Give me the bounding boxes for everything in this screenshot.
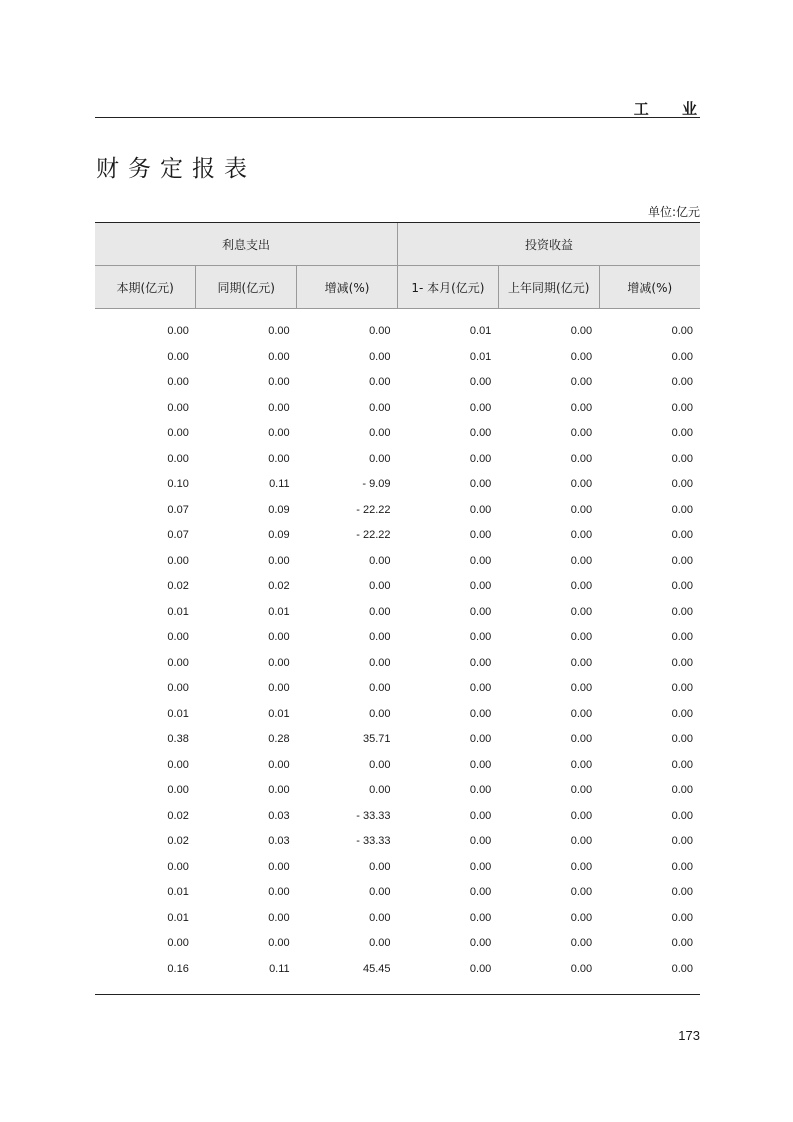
table-cell: 0.00 <box>469 835 492 847</box>
table-cell: 0.00 <box>570 478 593 490</box>
table-cell: 0.00 <box>167 860 189 873</box>
table-cell: 0.00 <box>397 957 498 995</box>
table-cell: 0.00 <box>671 503 693 516</box>
table-cell: 0.00 <box>469 376 492 388</box>
table-row <box>95 957 700 995</box>
table-cell: 0.00 <box>369 350 391 363</box>
table-cell: 0.00 <box>570 733 593 745</box>
table-cell: 0.00 <box>671 605 693 618</box>
table-cell: 0.00 <box>570 631 593 643</box>
top-rule <box>95 117 700 118</box>
table-cell: 0.00 <box>369 325 391 337</box>
table-cell: 0.00 <box>671 350 693 363</box>
table-cell: 0.00 <box>570 835 593 847</box>
table-cell: 0.00 <box>469 478 492 490</box>
table-cell: 0.00 <box>498 957 599 995</box>
table-cell: 0.10 <box>167 478 189 490</box>
table-cell: 0.00 <box>671 580 693 592</box>
table-cell: 0.00 <box>369 682 391 694</box>
table-cell: 0.00 <box>671 427 693 439</box>
table-row <box>95 753 700 779</box>
table-cell: 0.00 <box>671 911 693 924</box>
table-cell: 0.00 <box>469 937 492 949</box>
table-cell: 0.00 <box>570 350 593 363</box>
column-header: 同期(亿元) <box>196 266 297 309</box>
table-cell: 0.00 <box>369 376 391 388</box>
table-row <box>95 345 700 371</box>
table-cell: 0.00 <box>570 860 593 873</box>
table-cell: 0.00 <box>671 478 693 490</box>
table-cell: 0.00 <box>369 401 391 414</box>
table-cell: 0.00 <box>671 631 693 643</box>
table-cell: 0.00 <box>167 376 189 388</box>
table-cell: 0.00 <box>469 911 492 924</box>
table-cell: 0.00 <box>268 656 290 669</box>
table-row <box>95 498 700 524</box>
table-cell: 0.00 <box>369 656 391 669</box>
table-cell: 0.00 <box>369 886 391 898</box>
table-row <box>95 651 700 677</box>
table-cell: 0.00 <box>469 886 492 898</box>
table-row <box>95 370 700 396</box>
table-row <box>95 676 700 702</box>
table-cell: 0.00 <box>671 707 693 720</box>
table-cell: 0.00 <box>671 784 693 796</box>
table-cell: 0.00 <box>671 809 693 822</box>
table-cell: 0.02 <box>167 809 189 822</box>
table-cell: 0.00 <box>570 809 593 822</box>
table-cell: 0.09 <box>268 529 290 541</box>
table-row <box>95 523 700 549</box>
table-cell: 0.01 <box>469 350 492 363</box>
table-row <box>95 778 700 804</box>
table-cell: 0.00 <box>671 529 693 541</box>
table-row <box>95 625 700 651</box>
table-row <box>95 829 700 855</box>
table-cell: 0.07 <box>167 503 189 516</box>
table-row <box>95 447 700 473</box>
table-row <box>95 702 700 728</box>
table-cell: 0.00 <box>671 376 693 388</box>
table-cell: 0.38 <box>167 733 189 745</box>
financial-table <box>95 222 700 995</box>
table-row <box>95 549 700 575</box>
table-cell: 0.00 <box>671 733 693 745</box>
table-cell: 0.00 <box>671 452 693 465</box>
table-cell: 0.00 <box>268 682 290 694</box>
table-cell: 0.00 <box>268 860 290 873</box>
table-cell: 0.00 <box>268 350 290 363</box>
table-cell: 0.00 <box>570 427 593 439</box>
table-cell: 0.00 <box>570 529 593 541</box>
table-cell: 0.00 <box>268 937 290 949</box>
page-number: 173 <box>678 1028 700 1043</box>
table-cell: - 9.09 <box>362 478 391 490</box>
table-cell: 0.00 <box>469 707 492 720</box>
table-row <box>95 931 700 957</box>
table-cell: - 22.22 <box>356 503 391 516</box>
table-cell: 0.00 <box>469 529 492 541</box>
table-cell: 0.00 <box>167 427 189 439</box>
table-cell: 0.00 <box>671 758 693 771</box>
table-row <box>95 396 700 422</box>
table-cell: 0.00 <box>167 325 189 337</box>
table-cell: 0.00 <box>570 401 593 414</box>
table-cell: 0.00 <box>570 886 593 898</box>
table-cell: 0.01 <box>167 707 189 720</box>
table-cell: 0.00 <box>268 376 290 388</box>
table-row <box>95 309 700 345</box>
table-cell: 0.01 <box>167 886 189 898</box>
table-cell: 0.00 <box>369 707 391 720</box>
table-cell: 0.00 <box>469 758 492 771</box>
table-cell: 0.00 <box>469 503 492 516</box>
table-cell: - 22.22 <box>356 529 391 541</box>
table-cell: 0.00 <box>167 401 189 414</box>
table-cell: 0.00 <box>167 554 189 567</box>
table-cell: 0.00 <box>469 809 492 822</box>
table-cell: 0.02 <box>268 580 290 592</box>
table-cell: 0.01 <box>167 605 189 618</box>
table-cell: 0.00 <box>671 682 693 694</box>
table-cell: 0.00 <box>671 886 693 898</box>
table-cell: 0.16 <box>95 957 196 995</box>
table-cell: 0.01 <box>469 325 492 337</box>
table-cell: 0.00 <box>570 554 593 567</box>
table-row <box>95 804 700 830</box>
table-row <box>95 574 700 600</box>
table-cell: 0.00 <box>570 784 593 796</box>
table-cell: 0.00 <box>369 784 391 796</box>
table-cell: 0.00 <box>469 554 492 567</box>
table-row <box>95 906 700 932</box>
section-label: 工 业 <box>633 100 711 118</box>
table-cell: 0.00 <box>469 784 492 796</box>
table-body <box>95 309 700 995</box>
table-cell: 0.00 <box>268 427 290 439</box>
table-row <box>95 727 700 753</box>
table-cell: 0.00 <box>570 325 593 337</box>
table-cell: 0.00 <box>369 452 391 465</box>
table-cell: 0.00 <box>268 784 290 796</box>
table-cell: 0.03 <box>268 835 290 847</box>
table-cell: 0.00 <box>570 656 593 669</box>
table-cell: 0.00 <box>369 937 391 949</box>
table-cell: 0.01 <box>167 911 189 924</box>
column-header: 1- 本月(亿元) <box>397 266 498 309</box>
table-cell: 0.00 <box>570 503 593 516</box>
table-cell: 0.02 <box>167 580 189 592</box>
table-cell: 0.00 <box>167 631 189 643</box>
table-cell: 0.00 <box>469 733 492 745</box>
table-cell: 0.00 <box>570 911 593 924</box>
table-row <box>95 855 700 881</box>
table-cell: 0.00 <box>469 656 492 669</box>
table-row <box>95 421 700 447</box>
table-cell: 0.00 <box>167 452 189 465</box>
column-header: 本期(亿元) <box>95 266 196 309</box>
table-cell: 0.00 <box>167 350 189 363</box>
group-header-interest-expense: 利息支出 <box>95 223 397 266</box>
unit-label: 单位:亿元 <box>647 205 700 219</box>
table-cell: 0.00 <box>671 937 693 949</box>
table-cell: 0.00 <box>369 605 391 618</box>
table-cell: 0.00 <box>570 376 593 388</box>
table-cell: 0.00 <box>268 631 290 643</box>
table-cell: 0.00 <box>369 860 391 873</box>
column-header: 上年同期(亿元) <box>498 266 599 309</box>
table-cell: 0.00 <box>469 580 492 592</box>
table-cell: 0.09 <box>268 503 290 516</box>
table-cell: 0.00 <box>268 886 290 898</box>
table-cell: 0.00 <box>469 401 492 414</box>
table-cell: 0.00 <box>671 860 693 873</box>
table-row <box>95 600 700 626</box>
table-cell: 0.00 <box>570 605 593 618</box>
table-cell: 0.00 <box>671 554 693 567</box>
page-title: 财务定报表 <box>96 156 256 182</box>
table-cell: 0.00 <box>268 325 290 337</box>
table-cell: 0.00 <box>570 580 593 592</box>
table-cell: 0.03 <box>268 809 290 822</box>
table-cell: 0.00 <box>268 401 290 414</box>
table-row <box>95 472 700 498</box>
table-cell: 0.00 <box>570 937 593 949</box>
table-cell: 0.00 <box>167 758 189 771</box>
table-cell: 0.00 <box>469 452 492 465</box>
table-cell: 0.00 <box>671 656 693 669</box>
table-cell: 0.00 <box>268 758 290 771</box>
table-cell: 0.00 <box>469 682 492 694</box>
table-cell: 0.00 <box>167 656 189 669</box>
table-cell: 0.01 <box>268 605 290 618</box>
table-cell: 0.00 <box>268 911 290 924</box>
table-row <box>95 880 700 906</box>
table-cell: 0.00 <box>671 325 693 337</box>
table-cell: 0.11 <box>196 957 297 995</box>
table-cell: 0.00 <box>268 554 290 567</box>
table-cell: 0.00 <box>671 401 693 414</box>
table-cell: 0.00 <box>469 860 492 873</box>
table-cell: 0.02 <box>167 835 189 847</box>
table-cell: 0.00 <box>469 427 492 439</box>
table-cell: 0.11 <box>269 478 290 490</box>
table-cell: 45.45 <box>297 957 398 995</box>
table-cell: 0.00 <box>599 957 700 995</box>
group-header-investment-income: 投资收益 <box>397 223 700 266</box>
table-cell: 0.00 <box>369 758 391 771</box>
column-header: 增减(%) <box>297 266 398 309</box>
table-cell: 0.00 <box>268 452 290 465</box>
table-cell: 0.00 <box>167 682 189 694</box>
table-cell: 0.00 <box>570 758 593 771</box>
table-cell: - 33.33 <box>356 835 391 847</box>
table-cell: 0.00 <box>570 707 593 720</box>
table-cell: 0.00 <box>369 631 391 643</box>
table-cell: 0.00 <box>570 452 593 465</box>
table-cell: 0.00 <box>369 554 391 567</box>
table-cell: 35.71 <box>362 733 391 745</box>
table-cell: - 33.33 <box>356 809 391 822</box>
table-cell: 0.00 <box>369 580 391 592</box>
table-cell: 0.00 <box>469 605 492 618</box>
table-cell: 0.00 <box>671 835 693 847</box>
table-cell: 0.00 <box>469 631 492 643</box>
table-cell: 0.00 <box>167 937 189 949</box>
table-cell: 0.00 <box>369 427 391 439</box>
table-cell: 0.00 <box>167 784 189 796</box>
column-header: 增减(%) <box>599 266 700 309</box>
table-cell: 0.00 <box>570 682 593 694</box>
table-cell: 0.28 <box>268 733 290 745</box>
table-cell: 0.07 <box>167 529 189 541</box>
table-cell: 0.01 <box>268 707 290 720</box>
table-cell: 0.00 <box>369 911 391 924</box>
